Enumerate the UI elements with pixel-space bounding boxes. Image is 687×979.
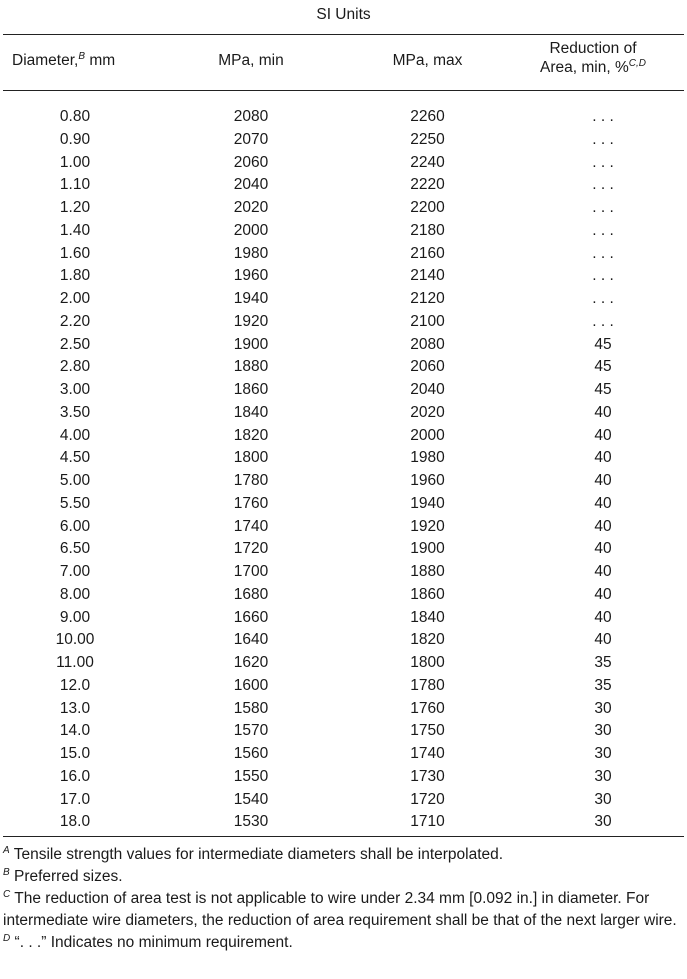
table-row xyxy=(0,585,687,608)
cell-mpa-max: 1880 xyxy=(410,563,445,580)
cell-reduction: 30 xyxy=(594,699,612,717)
cell-diameter: 2.80 xyxy=(59,358,91,376)
cell-mpa-max: 1730 xyxy=(410,767,445,785)
table-row xyxy=(0,198,687,221)
table-row xyxy=(0,676,687,699)
cell-reduction: . . . xyxy=(592,244,614,262)
footnote-mark: C xyxy=(3,889,11,900)
footnote xyxy=(3,866,685,888)
table-row xyxy=(0,653,687,676)
cell-mpa-max: 1940 xyxy=(410,494,445,512)
table-row xyxy=(0,721,687,744)
cell-mpa-max: 1750 xyxy=(410,722,445,740)
cell-reduction: 40 xyxy=(594,585,612,603)
table-row xyxy=(0,812,687,835)
cell-reduction: 45 xyxy=(594,381,612,398)
cell-reduction: 30 xyxy=(594,813,612,831)
cell-mpa-max: 2220 xyxy=(410,176,445,194)
table-bottom-rule xyxy=(3,836,684,837)
table-row xyxy=(0,517,687,540)
table-row xyxy=(0,562,687,585)
cell-mpa-min: 1720 xyxy=(233,540,269,558)
cell-diameter: 18.0 xyxy=(59,813,91,831)
cell-mpa-min: 1940 xyxy=(233,290,269,307)
cell-reduction: . . . xyxy=(592,312,614,330)
table-title: SI Units xyxy=(316,6,371,23)
cell-mpa-min: 1860 xyxy=(233,381,269,398)
cell-reduction: 30 xyxy=(594,767,612,785)
cell-reduction: 35 xyxy=(594,654,612,671)
footnotes xyxy=(3,844,685,954)
cell-mpa-min: 1680 xyxy=(233,585,269,603)
cell-diameter: 2.20 xyxy=(59,312,91,330)
footnote-text: “. . .” Indicates no minimum requirement. xyxy=(10,934,293,951)
cell-mpa-min: 1660 xyxy=(233,608,269,626)
table-row xyxy=(0,471,687,494)
table-row xyxy=(0,335,687,358)
cell-diameter: 4.50 xyxy=(59,449,91,467)
cell-diameter: 8.00 xyxy=(59,585,91,603)
cell-diameter: 12.0 xyxy=(59,676,91,694)
cell-mpa-max: 2180 xyxy=(410,221,445,239)
cell-mpa-max: 1840 xyxy=(410,608,445,626)
table-row xyxy=(0,790,687,813)
cell-diameter: 17.0 xyxy=(59,790,91,808)
header-bottom-rule xyxy=(3,90,684,91)
cell-reduction: 40 xyxy=(594,631,612,649)
cell-diameter: 1.60 xyxy=(59,244,91,262)
cell-mpa-min: 1820 xyxy=(233,426,269,444)
table-row xyxy=(0,494,687,517)
cell-mpa-max: 2020 xyxy=(410,403,445,421)
header-diameter-label: Diameter, xyxy=(12,52,79,69)
cell-diameter: 1.10 xyxy=(59,176,91,194)
footnote xyxy=(3,844,685,866)
cell-mpa-min: 1780 xyxy=(233,472,269,489)
cell-diameter: 13.0 xyxy=(59,699,91,717)
table-row xyxy=(0,289,687,312)
cell-mpa-max: 1820 xyxy=(410,631,445,649)
cell-mpa-max: 1900 xyxy=(410,540,445,558)
cell-mpa-min: 1980 xyxy=(233,244,269,262)
cell-reduction: 40 xyxy=(594,426,612,444)
cell-mpa-min: 1840 xyxy=(233,403,269,421)
table-row xyxy=(0,608,687,631)
table-row xyxy=(0,312,687,335)
header-reduction-of-area xyxy=(518,39,668,77)
header-reduction-line1: Reduction of xyxy=(549,40,637,57)
cell-reduction: . . . xyxy=(592,108,614,125)
cell-reduction: 45 xyxy=(594,335,612,353)
cell-mpa-min: 2060 xyxy=(233,153,269,171)
header-reduction-line2-wrap xyxy=(518,58,668,77)
cell-mpa-min: 1560 xyxy=(233,745,269,762)
table-row xyxy=(0,448,687,471)
cell-mpa-max: 2040 xyxy=(410,381,445,398)
cell-diameter: 9.00 xyxy=(59,608,91,626)
cell-mpa-min: 1530 xyxy=(233,813,269,831)
cell-mpa-min: 1740 xyxy=(233,517,269,535)
cell-reduction: 40 xyxy=(594,449,612,467)
cell-mpa-min: 1900 xyxy=(233,335,269,353)
cell-mpa-min: 1640 xyxy=(233,631,269,649)
cell-mpa-max: 2120 xyxy=(410,290,445,307)
table-row xyxy=(0,107,687,130)
cell-reduction: . . . xyxy=(592,130,614,148)
cell-diameter: 16.0 xyxy=(59,767,91,785)
table-row xyxy=(0,426,687,449)
cell-reduction: 40 xyxy=(594,517,612,535)
cell-mpa-max: 2060 xyxy=(410,358,445,376)
header-diameter-unit: mm xyxy=(85,52,116,69)
table-row xyxy=(0,699,687,722)
table-row xyxy=(0,221,687,244)
table-row xyxy=(0,357,687,380)
cell-diameter: 1.80 xyxy=(59,267,91,285)
cell-reduction: 40 xyxy=(594,540,612,558)
footnote xyxy=(3,932,685,954)
cell-diameter: 7.00 xyxy=(59,563,91,580)
cell-diameter: 6.00 xyxy=(59,517,91,535)
cell-reduction: 40 xyxy=(594,472,612,489)
table-row xyxy=(0,380,687,403)
cell-mpa-max: 1740 xyxy=(410,745,445,762)
cell-diameter: 11.00 xyxy=(56,654,94,671)
table-row xyxy=(0,767,687,790)
cell-mpa-min: 1800 xyxy=(233,449,269,467)
cell-diameter: 2.50 xyxy=(59,335,91,353)
cell-mpa-min: 2070 xyxy=(233,130,269,148)
table-row xyxy=(0,175,687,198)
cell-mpa-min: 1760 xyxy=(233,494,269,512)
cell-mpa-min: 1600 xyxy=(233,676,269,694)
cell-reduction: . . . xyxy=(592,176,614,194)
cell-mpa-min: 2000 xyxy=(233,221,269,239)
header-mpa-max: MPa, max xyxy=(392,52,463,69)
cell-mpa-min: 1920 xyxy=(233,312,269,330)
cell-diameter: 5.50 xyxy=(59,494,91,512)
cell-diameter: 1.40 xyxy=(59,221,91,239)
cell-reduction: . . . xyxy=(592,267,614,285)
cell-mpa-max: 2100 xyxy=(410,312,445,330)
cell-mpa-min: 2020 xyxy=(233,199,269,216)
footnote-text: Preferred sizes. xyxy=(9,868,123,885)
footnote-text: Tensile strength values for intermediate diameters shall be interpolated. xyxy=(9,846,504,863)
cell-diameter: 4.00 xyxy=(59,426,91,444)
cell-mpa-min: 1700 xyxy=(233,563,269,580)
cell-reduction: 40 xyxy=(594,403,612,421)
cell-mpa-max: 2260 xyxy=(410,108,445,125)
cell-reduction: . . . xyxy=(592,153,614,171)
cell-reduction: 45 xyxy=(594,358,612,376)
cell-mpa-max: 2140 xyxy=(410,267,445,285)
cell-mpa-min: 1550 xyxy=(233,767,269,785)
cell-mpa-max: 2240 xyxy=(410,153,445,171)
cell-mpa-max: 1920 xyxy=(410,517,445,535)
cell-mpa-min: 1620 xyxy=(233,654,269,671)
cell-diameter: 2.00 xyxy=(59,290,91,307)
cell-reduction: 40 xyxy=(594,563,612,580)
header-reduction-footnote-mark: C,D xyxy=(628,58,646,69)
cell-reduction: . . . xyxy=(592,199,614,216)
cell-mpa-min: 1960 xyxy=(233,267,269,285)
cell-mpa-min: 2080 xyxy=(233,108,269,125)
cell-diameter: 6.50 xyxy=(59,540,91,558)
cell-diameter: 10.00 xyxy=(55,631,95,649)
footnote-mark: A xyxy=(3,845,10,856)
cell-diameter: 0.90 xyxy=(59,130,91,148)
table-top-rule xyxy=(3,34,684,35)
cell-reduction: . . . xyxy=(592,221,614,239)
cell-mpa-min: 1570 xyxy=(233,722,269,740)
cell-mpa-max: 1780 xyxy=(410,676,445,694)
header-diameter-footnote-mark: B xyxy=(78,51,86,62)
cell-mpa-max: 1710 xyxy=(410,813,445,831)
footnote-mark: B xyxy=(3,867,10,878)
cell-reduction: 40 xyxy=(594,494,612,512)
cell-diameter: 1.20 xyxy=(59,199,91,216)
cell-mpa-max: 1860 xyxy=(410,585,445,603)
cell-diameter: 15.0 xyxy=(59,745,91,762)
cell-diameter: 5.00 xyxy=(59,472,91,489)
cell-mpa-max: 1980 xyxy=(410,449,445,467)
cell-mpa-max: 1720 xyxy=(410,790,445,808)
cell-reduction: 30 xyxy=(594,790,612,808)
cell-mpa-max: 1960 xyxy=(410,472,445,489)
table-row xyxy=(0,630,687,653)
cell-mpa-min: 1880 xyxy=(233,358,269,376)
table-row xyxy=(0,403,687,426)
cell-diameter: 14.0 xyxy=(59,722,91,740)
table-row xyxy=(0,244,687,267)
table-row xyxy=(0,539,687,562)
cell-diameter: 1.00 xyxy=(59,153,91,171)
cell-mpa-min: 1580 xyxy=(233,699,269,717)
header-reduction-line2: Area, min, % xyxy=(540,59,629,76)
cell-mpa-max: 2160 xyxy=(410,244,445,262)
cell-mpa-max: 2200 xyxy=(410,199,445,216)
cell-mpa-max: 2080 xyxy=(410,335,445,353)
cell-mpa-max: 2000 xyxy=(410,426,445,444)
cell-diameter: 3.00 xyxy=(59,381,91,398)
table-row xyxy=(0,153,687,176)
footnote-mark: D xyxy=(3,933,11,944)
cell-diameter: 3.50 xyxy=(59,403,91,421)
table-row xyxy=(0,266,687,289)
table-body xyxy=(0,107,687,835)
cell-reduction: . . . xyxy=(592,290,614,307)
cell-reduction: 40 xyxy=(594,608,612,626)
cell-mpa-max: 1800 xyxy=(410,654,445,671)
cell-reduction: 30 xyxy=(594,722,612,740)
header-mpa-min: MPa, min xyxy=(218,52,284,69)
cell-mpa-max: 2250 xyxy=(410,130,445,148)
cell-mpa-min: 1540 xyxy=(233,790,269,808)
cell-reduction: 30 xyxy=(594,745,612,762)
cell-reduction: 35 xyxy=(594,676,612,694)
footnote xyxy=(3,888,685,932)
footnote-text: The reduction of area test is not applicable to wire under 2.34 mm [0.092 in.] in diameter. For intermediate wire diameters, the reduction of area requirement shall be that of the next larger wire. xyxy=(3,890,677,929)
cell-mpa-min: 2040 xyxy=(233,176,269,194)
table-row xyxy=(0,744,687,767)
cell-mpa-max: 1760 xyxy=(410,699,445,717)
table-row xyxy=(0,130,687,153)
cell-diameter: 0.80 xyxy=(59,108,91,125)
